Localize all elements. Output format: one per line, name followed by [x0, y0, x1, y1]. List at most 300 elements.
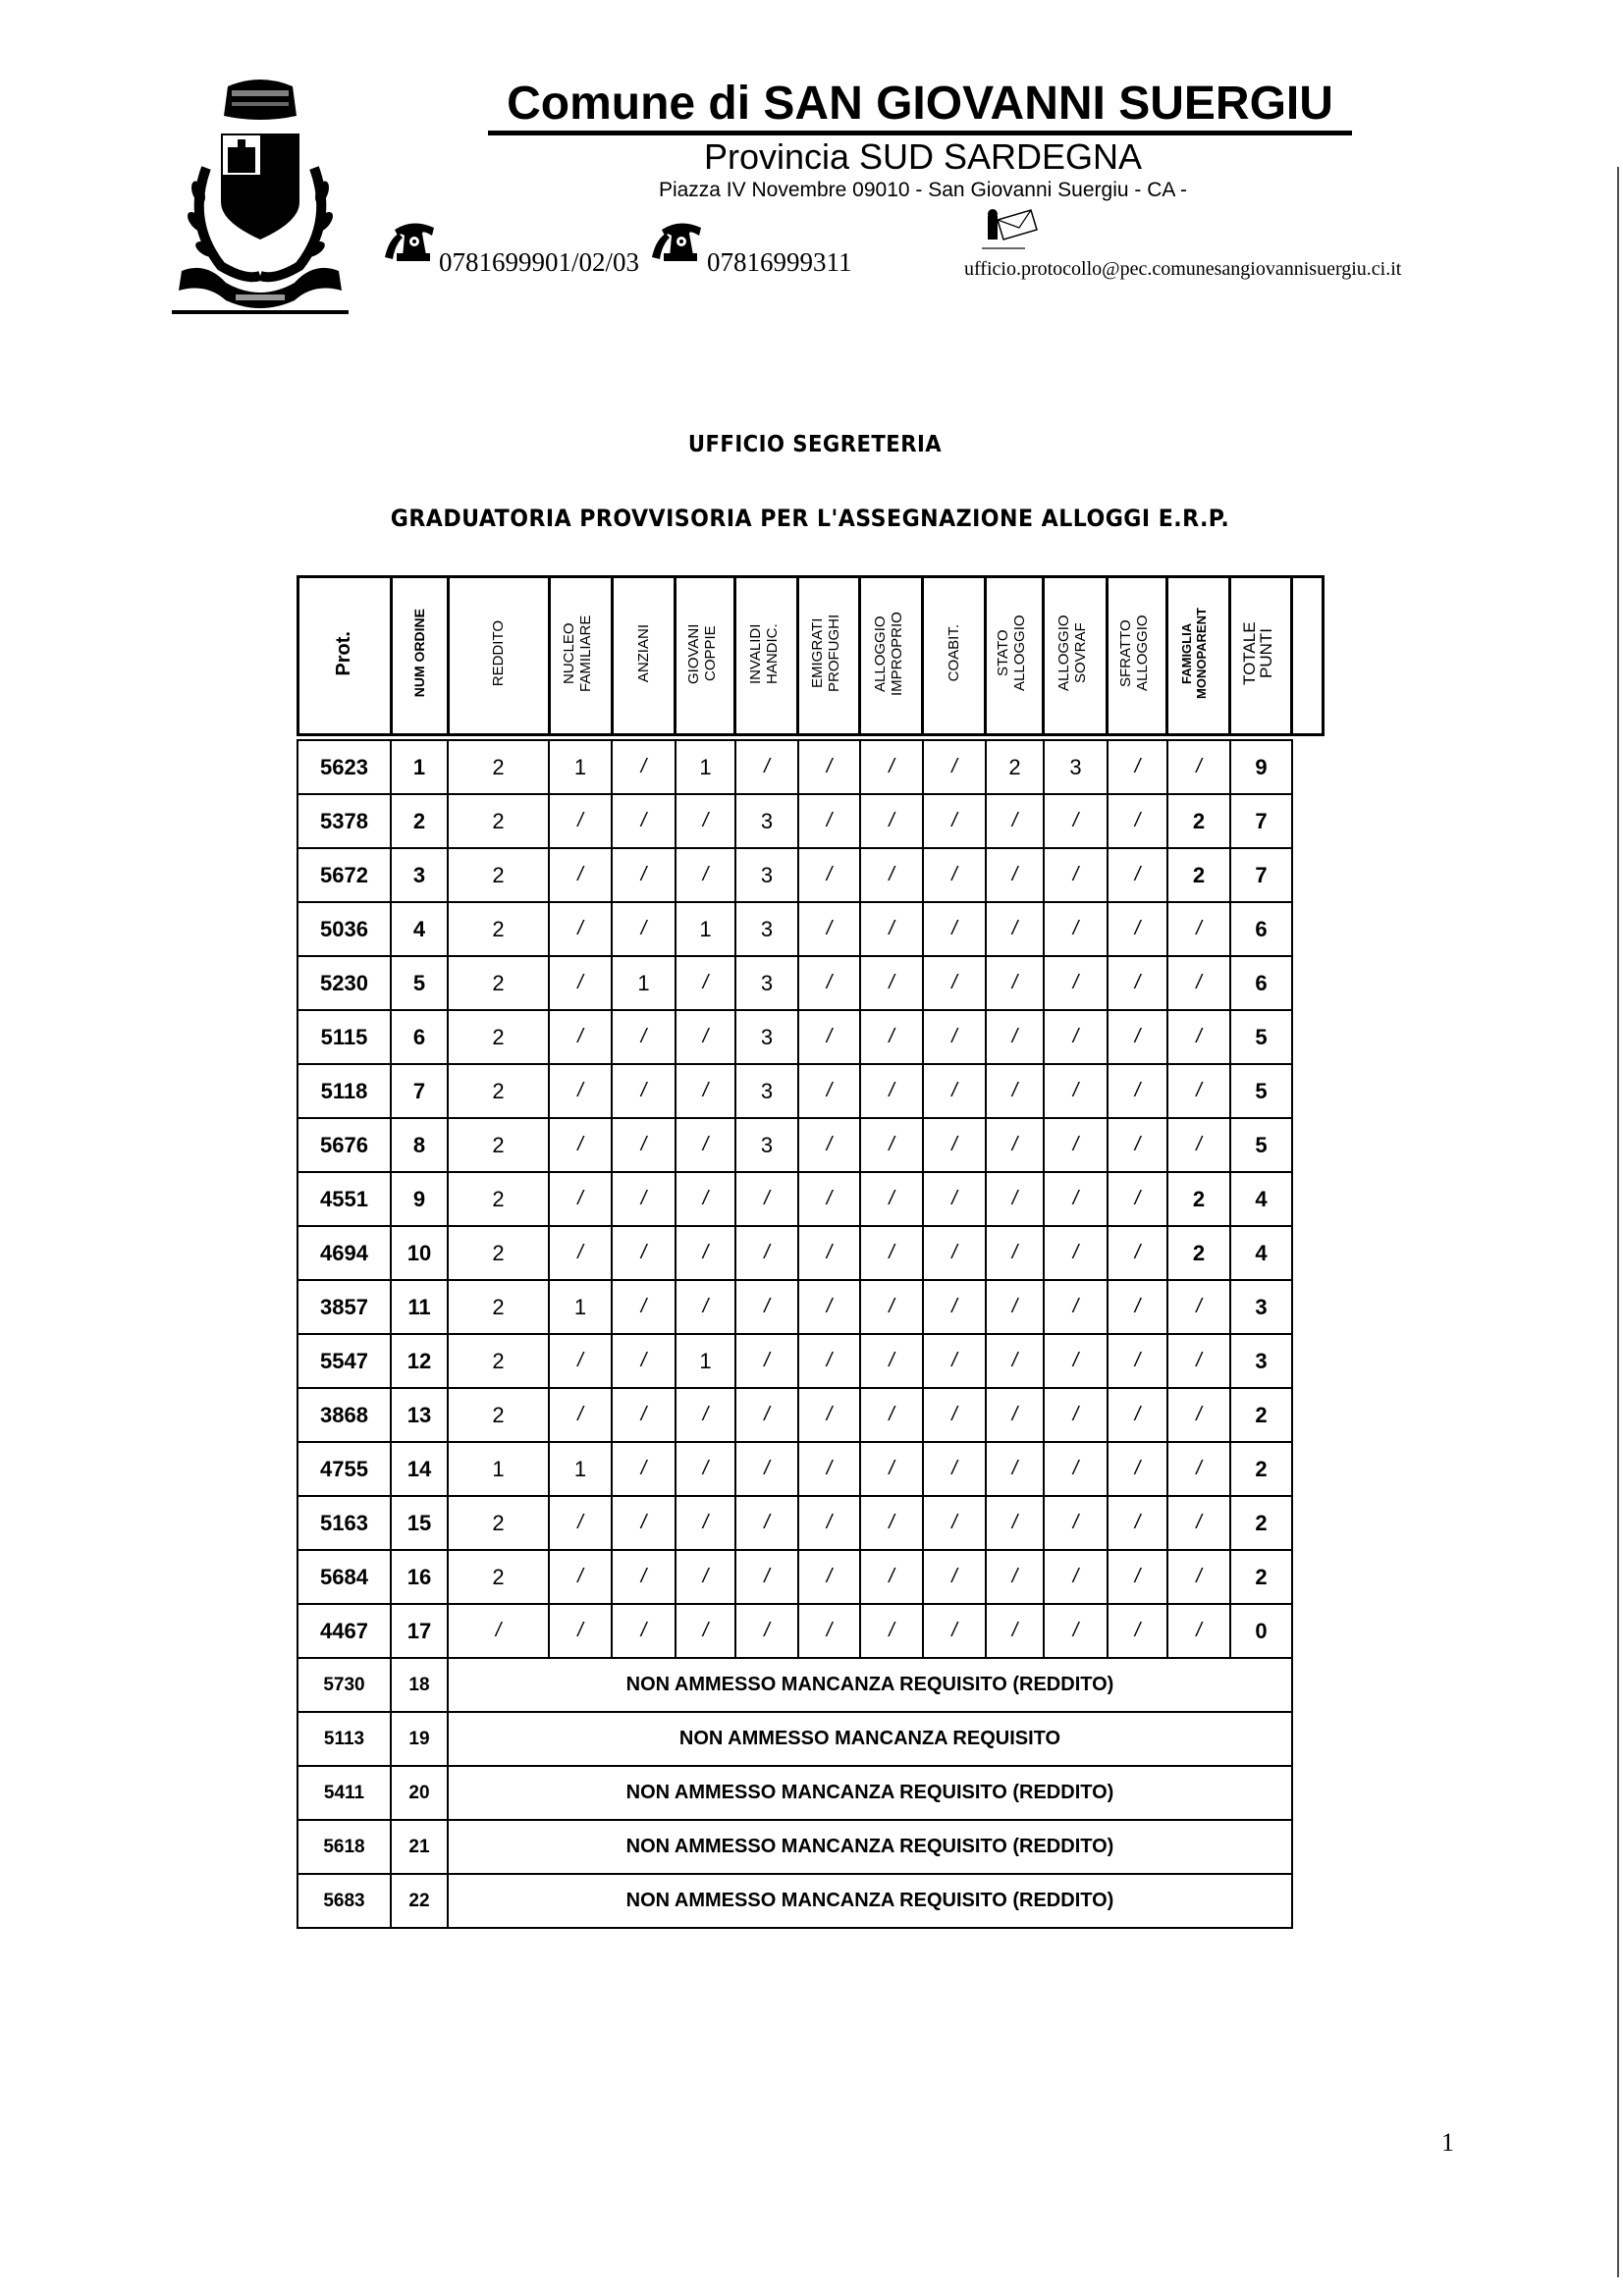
total-cell: 3 [1230, 1280, 1292, 1334]
score-cell: 2 [448, 956, 549, 1010]
score-cell: / [986, 1496, 1044, 1550]
score-cell: / [1108, 956, 1167, 1010]
score-cell: / [923, 1496, 986, 1550]
document-title: GRADUATORIA PROVVISORIA PER L'ASSEGNAZIONE ALLOGGI E.R.P. [390, 505, 1230, 532]
email-icon [980, 208, 1039, 251]
score-cell: / [1167, 902, 1230, 956]
score-cell: / [549, 1388, 612, 1442]
score-cell: / [986, 956, 1044, 1010]
table-row [298, 794, 1292, 848]
score-cell: 2 [448, 902, 549, 956]
score-cell: / [549, 848, 612, 902]
excluded-row [298, 1658, 1292, 1712]
score-cell: / [676, 1388, 735, 1442]
score-cell: / [1044, 1280, 1108, 1334]
score-cell: / [549, 1604, 612, 1658]
score-cell: / [986, 1550, 1044, 1604]
prot-cell: 5378 [298, 794, 391, 848]
score-cell: 1 [549, 1280, 612, 1334]
score-cell: / [676, 1010, 735, 1064]
score-cell: / [1108, 740, 1167, 794]
order-cell: 15 [391, 1496, 448, 1550]
table-row [298, 1172, 1292, 1226]
column-header-empty [1291, 577, 1323, 735]
score-cell: 2 [448, 1334, 549, 1388]
order-cell: 17 [391, 1604, 448, 1658]
score-cell: / [860, 1118, 923, 1172]
score-cell: / [923, 1388, 986, 1442]
score-cell: / [612, 794, 676, 848]
score-cell: / [798, 1604, 860, 1658]
score-cell: / [798, 1388, 860, 1442]
exclusion-note: NON AMMESSO MANCANZA REQUISITO (REDDITO) [448, 1658, 1292, 1712]
score-cell: / [923, 794, 986, 848]
score-cell: / [1044, 1550, 1108, 1604]
score-cell: / [923, 1442, 986, 1496]
score-cell: / [612, 1388, 676, 1442]
prot-cell: 5676 [298, 1118, 391, 1172]
score-cell: 3 [735, 1010, 798, 1064]
prot-cell: 5730 [298, 1658, 391, 1712]
score-cell: / [923, 1226, 986, 1280]
score-cell: / [676, 1280, 735, 1334]
score-cell: / [923, 740, 986, 794]
score-cell: / [1167, 956, 1230, 1010]
score-cell: / [735, 1334, 798, 1388]
column-header-emigrati-profughi: EMIGRATI PROFUGHI [798, 577, 860, 735]
office-heading: UFFICIO SEGRETERIA [687, 432, 943, 457]
score-cell: / [860, 1442, 923, 1496]
score-cell: 2 [1167, 794, 1230, 848]
prot-cell: 5623 [298, 740, 391, 794]
phone-number-main: 0781699901/02/03 [439, 247, 640, 277]
score-cell: / [1108, 1388, 1167, 1442]
coat-of-arms-logo [167, 75, 353, 316]
score-cell: / [860, 1064, 923, 1118]
table-row [298, 740, 1292, 794]
prot-cell: 5411 [298, 1766, 391, 1820]
score-cell: / [612, 1496, 676, 1550]
score-cell: / [612, 848, 676, 902]
score-cell: 3 [735, 848, 798, 902]
total-cell: 5 [1230, 1064, 1292, 1118]
page-number: 1 [1441, 2128, 1454, 2157]
score-cell: / [1044, 1388, 1108, 1442]
score-cell: / [860, 956, 923, 1010]
score-cell: / [798, 1064, 860, 1118]
order-cell: 20 [391, 1766, 448, 1820]
prot-cell: 4551 [298, 1172, 391, 1226]
score-cell: / [1167, 1118, 1230, 1172]
column-header-sfratto-alloggio: SFRATTO ALLOGGIO [1108, 577, 1167, 735]
score-cell: / [986, 1604, 1044, 1658]
score-cell: / [923, 956, 986, 1010]
column-header-alloggio-improprio: ALLOGGIO IMPROPRIO [860, 577, 923, 735]
score-cell: / [612, 1064, 676, 1118]
score-cell: / [860, 1604, 923, 1658]
score-cell: / [1167, 1010, 1230, 1064]
order-cell: 19 [391, 1712, 448, 1766]
score-cell: 3 [735, 1064, 798, 1118]
score-cell: / [676, 1172, 735, 1226]
excluded-row [298, 1874, 1292, 1928]
score-cell: / [549, 1172, 612, 1226]
score-cell: / [1108, 1118, 1167, 1172]
score-cell: / [735, 1172, 798, 1226]
score-cell: 2 [448, 1226, 549, 1280]
score-cell: / [549, 1118, 612, 1172]
telephone-icon [650, 220, 707, 263]
score-cell: / [860, 1280, 923, 1334]
score-cell: / [923, 1172, 986, 1226]
score-cell: / [923, 1010, 986, 1064]
total-cell: 9 [1230, 740, 1292, 794]
score-cell: 1 [676, 1334, 735, 1388]
score-cell: / [549, 1334, 612, 1388]
score-cell: / [612, 902, 676, 956]
score-cell: / [986, 1226, 1044, 1280]
score-cell: / [1108, 1280, 1167, 1334]
score-cell: / [1108, 1172, 1167, 1226]
score-cell: 3 [735, 902, 798, 956]
score-cell: / [1108, 1064, 1167, 1118]
score-cell: / [986, 1280, 1044, 1334]
exclusion-note: NON AMMESSO MANCANZA REQUISITO [448, 1712, 1292, 1766]
order-cell: 10 [391, 1226, 448, 1280]
score-cell: / [1167, 1388, 1230, 1442]
prot-cell: 5163 [298, 1496, 391, 1550]
score-cell: / [986, 1064, 1044, 1118]
prot-cell: 5618 [298, 1820, 391, 1874]
order-cell: 8 [391, 1118, 448, 1172]
order-cell: 4 [391, 902, 448, 956]
column-header-nucleo-familiare: NUCLEO FAMILIARE [549, 577, 612, 735]
score-cell: / [612, 1226, 676, 1280]
score-cell: / [923, 1334, 986, 1388]
score-cell: / [798, 848, 860, 902]
score-cell: / [735, 740, 798, 794]
score-cell: / [735, 1496, 798, 1550]
score-cell: / [448, 1604, 549, 1658]
score-cell: 3 [1044, 740, 1108, 794]
score-cell: / [612, 1172, 676, 1226]
score-cell: / [612, 1118, 676, 1172]
prot-cell: 4694 [298, 1226, 391, 1280]
total-cell: 6 [1230, 902, 1292, 956]
column-header-invalidi-handic: INVALIDI HANDIC. [735, 577, 798, 735]
score-cell: / [676, 1442, 735, 1496]
score-cell: / [860, 902, 923, 956]
score-cell: / [1044, 1226, 1108, 1280]
prot-cell: 4755 [298, 1442, 391, 1496]
score-cell: / [612, 1280, 676, 1334]
score-cell: / [676, 1550, 735, 1604]
score-cell: / [549, 1496, 612, 1550]
score-cell: / [923, 848, 986, 902]
column-header-num-ordine: NUM ORDINE [391, 577, 448, 735]
score-cell: / [860, 1010, 923, 1064]
order-cell: 14 [391, 1442, 448, 1496]
score-cell: / [676, 1496, 735, 1550]
score-cell: / [798, 1010, 860, 1064]
score-cell: / [676, 1118, 735, 1172]
score-cell: / [612, 1550, 676, 1604]
score-cell: 2 [986, 740, 1044, 794]
score-cell: / [798, 1442, 860, 1496]
column-header-anziani: ANZIANI [612, 577, 676, 735]
table-row [298, 1010, 1292, 1064]
score-cell: / [1167, 1496, 1230, 1550]
score-cell: 2 [448, 1550, 549, 1604]
order-cell: 6 [391, 1010, 448, 1064]
score-cell: / [798, 1226, 860, 1280]
score-cell: 2 [448, 1280, 549, 1334]
total-cell: 4 [1230, 1226, 1292, 1280]
score-cell: / [676, 1604, 735, 1658]
score-cell: / [798, 740, 860, 794]
prot-cell: 5113 [298, 1712, 391, 1766]
score-cell: / [1167, 1280, 1230, 1334]
score-cell: / [1044, 1172, 1108, 1226]
score-cell: 1 [448, 1442, 549, 1496]
table-header [297, 575, 1325, 736]
score-cell: / [612, 1604, 676, 1658]
excluded-row [298, 1820, 1292, 1874]
order-cell: 11 [391, 1280, 448, 1334]
score-cell: / [676, 1064, 735, 1118]
score-cell: / [986, 1442, 1044, 1496]
score-cell: / [1167, 1334, 1230, 1388]
order-cell: 22 [391, 1874, 448, 1928]
score-cell: / [986, 1010, 1044, 1064]
score-cell: 2 [448, 1118, 549, 1172]
score-cell: / [860, 1334, 923, 1388]
order-cell: 9 [391, 1172, 448, 1226]
table-row [298, 1496, 1292, 1550]
prot-cell: 4467 [298, 1604, 391, 1658]
score-cell: / [986, 794, 1044, 848]
total-cell: 7 [1230, 848, 1292, 902]
column-header-prot: Prot. [298, 577, 392, 735]
score-cell: 2 [1167, 1226, 1230, 1280]
total-cell: 5 [1230, 1010, 1292, 1064]
total-cell: 0 [1230, 1604, 1292, 1658]
order-cell: 2 [391, 794, 448, 848]
score-cell: 2 [448, 1172, 549, 1226]
ranking-table-header [297, 575, 1325, 736]
prot-cell: 5230 [298, 956, 391, 1010]
column-header-alloggio-sovraf: ALLOGGIO SOVRAF [1044, 577, 1108, 735]
prot-cell: 5547 [298, 1334, 391, 1388]
score-cell: 3 [735, 956, 798, 1010]
score-cell: / [1108, 1334, 1167, 1388]
score-cell: / [860, 1172, 923, 1226]
score-cell: / [735, 1226, 798, 1280]
score-cell: 2 [448, 740, 549, 794]
score-cell: / [1167, 1064, 1230, 1118]
table-row [298, 1550, 1292, 1604]
score-cell: / [1044, 1064, 1108, 1118]
score-cell: / [1108, 794, 1167, 848]
score-cell: / [676, 794, 735, 848]
order-cell: 5 [391, 956, 448, 1010]
table-row [298, 1118, 1292, 1172]
exclusion-note: NON AMMESSO MANCANZA REQUISITO (REDDITO) [448, 1874, 1292, 1928]
score-cell: / [735, 1280, 798, 1334]
score-cell: 1 [549, 1442, 612, 1496]
table-row [298, 956, 1292, 1010]
total-cell: 7 [1230, 794, 1292, 848]
total-cell: 6 [1230, 956, 1292, 1010]
score-cell: / [798, 1172, 860, 1226]
score-cell: 2 [448, 1064, 549, 1118]
score-cell: 2 [448, 1388, 549, 1442]
total-cell: 4 [1230, 1172, 1292, 1226]
score-cell: / [798, 902, 860, 956]
score-cell: / [676, 956, 735, 1010]
municipality-title: Comune di SAN GIOVANNI SUERGIU [507, 78, 1333, 130]
order-cell: 7 [391, 1064, 448, 1118]
score-cell: / [860, 1550, 923, 1604]
score-cell: / [612, 1442, 676, 1496]
score-cell: / [676, 848, 735, 902]
prot-cell: 3868 [298, 1388, 391, 1442]
score-cell: / [1044, 794, 1108, 848]
score-cell: 1 [549, 740, 612, 794]
score-cell: / [923, 902, 986, 956]
score-cell: / [612, 1334, 676, 1388]
score-cell: 2 [448, 794, 549, 848]
order-cell: 13 [391, 1388, 448, 1442]
table-row [298, 1226, 1292, 1280]
order-cell: 16 [391, 1550, 448, 1604]
score-cell: / [1108, 1550, 1167, 1604]
score-cell: / [1044, 1442, 1108, 1496]
score-cell: / [549, 902, 612, 956]
score-cell: / [1044, 1604, 1108, 1658]
score-cell: / [612, 1010, 676, 1064]
prot-cell: 5672 [298, 848, 391, 902]
prot-cell: 5683 [298, 1874, 391, 1928]
score-cell: 2 [448, 1496, 549, 1550]
score-cell: / [986, 1388, 1044, 1442]
logo-rule [172, 310, 349, 314]
province-name: Provincia SUD SARDEGNA [703, 136, 1143, 177]
prot-cell: 5684 [298, 1550, 391, 1604]
column-header-giovani-coppie: GIOVANI COPPIE [676, 577, 735, 735]
phone-number-secondary: 07816999311 [707, 247, 852, 277]
score-cell: / [923, 1064, 986, 1118]
order-cell: 18 [391, 1658, 448, 1712]
score-cell: / [1167, 1604, 1230, 1658]
total-cell: 5 [1230, 1118, 1292, 1172]
score-cell: / [923, 1280, 986, 1334]
score-cell: / [735, 1604, 798, 1658]
total-cell: 2 [1230, 1442, 1292, 1496]
score-cell: / [798, 1550, 860, 1604]
score-cell: / [798, 1118, 860, 1172]
column-header-totale-punti: TOTALE PUNTI [1230, 577, 1292, 735]
score-cell: / [735, 1442, 798, 1496]
score-cell: / [923, 1550, 986, 1604]
score-cell: / [923, 1118, 986, 1172]
table-row [298, 1388, 1292, 1442]
score-cell: / [860, 1496, 923, 1550]
score-cell: / [1167, 740, 1230, 794]
total-cell: 3 [1230, 1334, 1292, 1388]
score-cell: 2 [1167, 1172, 1230, 1226]
excluded-row [298, 1766, 1292, 1820]
score-cell: / [1108, 1010, 1167, 1064]
score-cell: / [986, 1118, 1044, 1172]
column-header-reddito: REDDITO [448, 577, 549, 735]
score-cell: / [923, 1604, 986, 1658]
score-cell: / [549, 1550, 612, 1604]
prot-cell: 3857 [298, 1280, 391, 1334]
score-cell: / [1108, 848, 1167, 902]
score-cell: / [1108, 902, 1167, 956]
score-cell: 1 [676, 902, 735, 956]
score-cell: 2 [1167, 848, 1230, 902]
score-cell: / [549, 1064, 612, 1118]
score-cell: / [676, 1226, 735, 1280]
score-cell: 1 [676, 740, 735, 794]
score-cell: / [860, 1226, 923, 1280]
total-cell: 2 [1230, 1496, 1292, 1550]
exclusion-note: NON AMMESSO MANCANZA REQUISITO (REDDITO) [448, 1766, 1292, 1820]
score-cell: / [986, 848, 1044, 902]
score-cell: / [735, 1388, 798, 1442]
score-cell: / [798, 1280, 860, 1334]
score-cell: / [986, 902, 1044, 956]
score-cell: / [1108, 1442, 1167, 1496]
score-cell: / [1167, 1550, 1230, 1604]
score-cell: / [860, 794, 923, 848]
total-cell: 2 [1230, 1388, 1292, 1442]
prot-cell: 5118 [298, 1064, 391, 1118]
table-row [298, 848, 1292, 902]
column-header-famiglia-monoparent: FAMIGLIA MONOPARENT [1167, 577, 1230, 735]
score-cell: / [986, 1334, 1044, 1388]
score-cell: / [1108, 1496, 1167, 1550]
table-row [298, 1334, 1292, 1388]
score-cell: / [549, 1226, 612, 1280]
exclusion-note: NON AMMESSO MANCANZA REQUISITO (REDDITO) [448, 1820, 1292, 1874]
score-cell: / [1044, 1010, 1108, 1064]
table-row [298, 1604, 1292, 1658]
prot-cell: 5036 [298, 902, 391, 956]
score-cell: / [860, 1388, 923, 1442]
score-cell: 2 [448, 848, 549, 902]
score-cell: / [1108, 1604, 1167, 1658]
telephone-icon [383, 220, 440, 263]
score-cell: / [860, 848, 923, 902]
pec-email[interactable]: ufficio.protocollo@pec.comunesangiovannisuergiu.ci.it [964, 258, 1402, 280]
column-header-coabit: COABIT. [923, 577, 986, 735]
order-cell: 21 [391, 1820, 448, 1874]
column-header-stato-alloggio: STATO ALLOGGIO [986, 577, 1044, 735]
address: Piazza IV Novembre 09010 - San Giovanni Suergiu - CA - [658, 179, 1188, 201]
score-cell: / [860, 740, 923, 794]
total-cell: 2 [1230, 1550, 1292, 1604]
score-cell: / [1044, 1496, 1108, 1550]
score-cell: / [1044, 956, 1108, 1010]
order-cell: 1 [391, 740, 448, 794]
score-cell: / [798, 1334, 860, 1388]
order-cell: 3 [391, 848, 448, 902]
score-cell: / [612, 740, 676, 794]
table-row [298, 1064, 1292, 1118]
